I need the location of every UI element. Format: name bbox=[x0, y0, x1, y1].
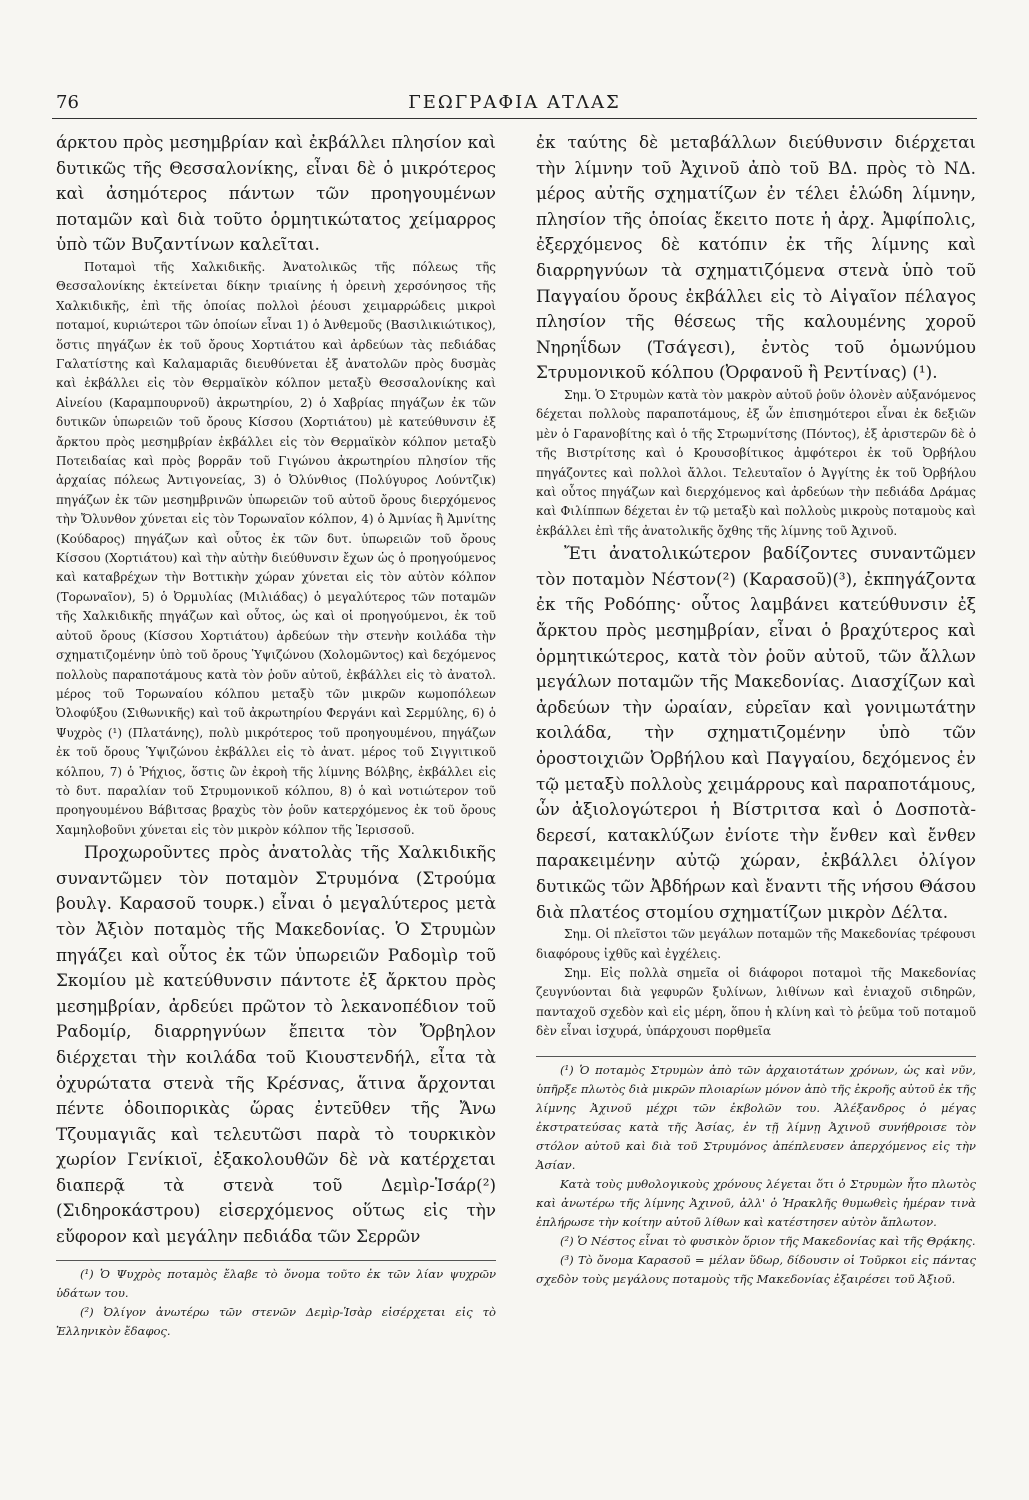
right-column bbox=[536, 130, 976, 1289]
footnote: (¹) Ὁ Ψυχρὸς ποταμὸς ἔλαβε τὸ ὄνομα τοῦτο ἐκ τῶν λίαν ψυχρῶν ὑδάτων του. bbox=[56, 1266, 496, 1300]
paragraph-nestos: Ἔτι ἀνατολικώτερον βαδίζοντες συναντῶμεν τὸν ποταμὸν Νέστον(²) (Καρασοῦ)(³), ἐκπηγάζοντα ἐκ τῆς Ροδόπης· οὗτος λαμβάνει κατεύθυνσιν ἐξ ἄρκτου πρὸς μεσημβρίαν, εἶναι ὁ βραχύτερος καὶ ὁρμητικώτερος, κατὰ τὸν ῥοῦν αὐτοῦ, τῶν ἄλλων μεγάλων ποταμῶν τῆς Μακεδονίας. Διασχίζων καὶ ἀρδεύων τὴν ὡραίαν, εὐρεῖαν καὶ γονιμωτάτην κοιλάδα, τὴν σχηματιζομένην ὑπὸ τῶν ὀροστοιχιῶν Ὀρβήλου καὶ Παγγαίου, δεχόμενος ἐν τῷ μεταξὺ πολλοὺς χειμάρρους καὶ παραποτάμους, ὧν ἀξιολογώτεροι ἡ Βίστριτσα καὶ ὁ Δοσποτὰ-δερεσί, κατακλύζων ἐνίοτε τὴν ἔνθεν καὶ ἔνθεν παρακειμένην αὐτῷ χώραν, ἐκβάλλει ὀλίγον δυτικῶς τῶν Ἀβδήρων καὶ ἔναντι τῆς νήσου Θάσου διὰ πλατέος στομίου σχηματίζων μικρὸν Δέλτα. bbox=[536, 543, 976, 922]
footnote-separator bbox=[56, 1260, 496, 1261]
footnote: (¹) Ὁ ποταμὸς Στρυμὼν ἀπὸ τῶν ἀρχαιοτάτων χρόνων, ὡς καὶ νῦν, ὑπῆρξε πλωτὸς διὰ μικρῶν πλοιαρίων μόνον ἀπὸ τῆς ἐκροῆς αὐτοῦ ἐκ τῆς λίμνης Ἀχινοῦ μέχρι τῶν ἐκβολῶν του. Ἀλέξανδρος ὁ μέγας ἐκστρατεύσας κατὰ τῆς Ἀσίας, ἐν τῇ λίμνῃ Ἀχινοῦ συνήθροισε τὸν στόλον αὐτοῦ καὶ διὰ τοῦ Στρυμόνος ἀπέπλευσεν ἀπερχόμενος εἰς τὴν Ἀσίαν. bbox=[536, 1062, 976, 1172]
header-rule bbox=[52, 118, 977, 119]
paragraph: ἐκ ταύτης δὲ μεταβάλλων διεύθυνσιν διέρχεται τὴν λίμνην τοῦ Ἀχινοῦ ἀπὸ τοῦ ΒΔ. πρὸς τὸ ΝΔ. μέρος αὐτῆς σχηματίζων ἐν τέλει ἑλώδη λίμνην, πλησίον τῆς ὁποίας ἔκειτο ποτε ἡ ἀρχ. Ἀμφίπολις, ἐξερχόμενος δὲ κατόπιν ἐκ τῆς λίμνης καὶ διαρρηγνύων τὰ σχηματιζόμενα στενὰ ὑπὸ τοῦ Παγγαίου ὄρους ἐκβάλλει εἰς τὸ Αἰγαῖον πέλαγος πλησίον τῆς θέσεως τῆς καλουμένης χοροῦ Νηρηΐδων (Τσάγεσι), ἐντὸς τοῦ ὁμωνύμου Στρυμονικοῦ κόλπου (Ὀρφανοῦ ἢ Ρεντίνας) (¹). bbox=[536, 132, 976, 383]
note-fish: Σημ. Οἱ πλεῖστοι τῶν μεγάλων ποταμῶν τῆς Μακεδονίας τρέφουσι διαφόρους ἰχθῦς καὶ ἐγχέλεις. bbox=[536, 927, 976, 961]
footnote-separator bbox=[536, 1056, 976, 1057]
left-column bbox=[56, 130, 496, 1341]
footnote: (²) Ὁ Νέστος εἶναι τὸ φυσικὸν ὅριον τῆς Μακεδονίας καὶ τῆς Θρᾴκης. bbox=[560, 1233, 976, 1248]
paragraph: άρκτου πρὸς μεσημβρίαν καὶ ἐκβάλλει πλησίον καὶ δυτικῶς τῆς Θεσσαλονίκης, εἶναι δὲ ὁ μικρότερος καὶ ἀσημότερος πάντων τῶν προηγουμένων ποταμῶν καὶ διὰ τοῦτο ὁρμητικώτατος χείμαρρος ὑπὸ τῶν Βυζαντίνων καλεῖται. bbox=[56, 132, 496, 255]
note-bridges: Σημ. Εἰς πολλὰ σημεῖα οἱ διάφοροι ποταμοὶ τῆς Μακεδονίας ζευγνύονται διὰ γεφυρῶν ξυλίνων, λιθίνων καὶ ἐνιαχοῦ σιδηρῶν, πανταχοῦ σχεδὸν καὶ εἰς μέρη, ὅπου ἡ κλίνη καὶ τὸ ῥεῦμα τοῦ ποταμοῦ δὲν εἶναι ἰσχυρά, ὑπάρχουσι πορθμεῖα bbox=[536, 965, 976, 1039]
note-strymon-tributaries: Σημ. Ὁ Στρυμὼν κατὰ τὸν μακρὸν αὐτοῦ ῥοῦν ὁλονὲν αὐξανόμενος δέχεται πολλοὺς παραποτάμους, ἐξ ὧν ἐπισημότεροι εἶναι ἐκ δεξιῶν μὲν ὁ Γαρανοβίτης καὶ ὁ τῆς Στρωμνίτσης (Πόντος), ἐξ ἀριστερῶν δὲ ὁ τῆς Βιστρίτσης καὶ ὁ Κρουσοβίτικος ἀμφότεροι ἐκ τοῦ Ὀρβήλου πηγάζοντες καὶ πολλοὶ ἄλλοι. Τελευταῖον ὁ Ἀγγίτης ἐκ τοῦ Ὀρβήλου καὶ οὗτος πηγάζων καὶ διερχόμενος καὶ ἀρδεύων τὴν πεδιάδα Δράμας καὶ Φιλίππων δέχεται ἐν τῷ μεταξὺ καὶ πολλοὺς μικροὺς ποταμοὺς καὶ ἐκβάλλει ἐπὶ τῆς ἀνατολικῆς ὄχθης τῆς λίμνης τοῦ Ἀχινοῦ. bbox=[536, 387, 976, 538]
paragraph-chalkidiki-rivers: Ποταμοὶ τῆς Χαλκιδικῆς. Ἀνατολικῶς τῆς πόλεως τῆς Θεσσαλονίκης ἐκτείνεται δίκην τριαίνης ἡ ὀρεινὴ χερσόνησος τῆς Χαλκιδικῆς, ἐπὶ τῆς ὁποίας πολλοὶ ῥέουσι χειμαρρώδεις μικροὶ ποταμοί, κυριώτεροι τῶν ὁποίων εἶναι 1) ὁ Ἀνθεμοῦς (Βασιλικιώτικος), ὅστις πηγάζων ἐκ τοῦ ὄρους Χορτιάτου καὶ ἀρδεύων τὰς πεδιάδας Γαλατίστης καὶ Καλαμαριᾶς διευθύνεται ἐξ ἀνατολῶν πρὸς δυσμὰς καὶ ἐκβάλλει εἰς τὸν Θερμαϊκὸν κόλπον μεταξὺ Θεσσαλονίκης καὶ Αἰνείου (Καραμπουρνοῦ) ἀκρωτηρίου, 2) ὁ Χαβρίας πηγάζων ἐκ τῶν δυτικῶν ὑπωρειῶν τοῦ ὄρους Κίσσου (Χορτιάτου) μὲ κατεύθυνσιν ἐξ ἄρκτου πρὸς μεσημβρίαν ἐκβάλλει εἰς τὸν Θερμαϊκὸν κόλπον μεταξὺ Ποτειδαίας καὶ πρὸς βορρᾶν τοῦ Γιγώνου ἀκρωτηρίου πλησίον τῆς ἀρχαίας πόλεως Ἀντιγονείας, 3) ὁ Ὀλύνθιος (Πολύγυρος Λούντζικ) πηγάζων ἐκ τῶν μεσημβρινῶν ὑπωρειῶν τοῦ αὐτοῦ ὄρους διερχόμενος τὴν Ὄλυνθον χύνεται εἰς τὸν Τορωναῖον κόλπον, 4) ὁ Ἀμνίας ἢ Ἀμνίτης (Κούδαρος) πηγάζων καὶ οὗτος ἐκ τῶν δυτ. ὑπωρειῶν τοῦ ὄρους Κίσσου (Χορτιάτου) καὶ τὴν αὐτὴν διεύθυνσιν ἔχων ὡς ὁ προηγούμενος καὶ καταβρέχων τὴν Βοττικὴν χώραν χύνεται εἰς τὸν αὐτὸν κόλπον (Τορωναῖον), 5) ὁ Ὀρμυλίας (Μιλιάδας) ὁ μεγαλύτερος τῶν ποταμῶν τῆς Χαλκιδικῆς πηγάζων καὶ οὗτος, ὡς καὶ οἱ προηγούμενοι, ἐκ τοῦ αὐτοῦ ὄρους (Κίσσου Χορτιάτου) ἀρδεύων τὴν στενὴν κοιλάδα τὴν σχηματιζομένην ὑπὸ τοῦ ὄρους Ὑψιζώνου (Χολομῶντος) καὶ δεχόμενος πολλοὺς παραποτάμους κατὰ τὸν ῥοῦν αὐτοῦ, ἐκβάλλει εἰς τὸ ἀνατολ. μέρος τοῦ Τορωναίου κόλπου μεταξὺ τῶν μικρῶν κωμοπόλεων Ὀλοφύξου (Σιθωνικῆς) καὶ τοῦ ἀκρωτηρίου Φεργάνι καὶ Σερμύλης, 6) ὁ Ψυχρὸς (¹) (Πλατάνης), πολὺ μικρότερος τοῦ προηγουμένου, πηγάζων ἐκ τοῦ ὄρους Ὑψιζώνου ἐκβάλλει εἰς τὸ ἀνατ. μέρος τοῦ Σιγγιτικοῦ κόλπου, 7) ὁ Ῥήχιος, ὅστις ὢν ἐκροὴ τῆς λίμνης Βόλβης, ἐκβάλλει εἰς τὸ δυτ. παραλίαν τοῦ Στρυμονικοῦ κόλπου, 8) ὁ καὶ νοτιώτερον τοῦ προηγουμένου Βάβιτσας βραχὺς τὸν ῥοῦν κατερχόμενος ἐκ τοῦ ὄρους Χαμηλοβοῦνι χύνεται εἰς τὸν μικρὸν κόλπον τῆς Ἱερισσοῦ. bbox=[56, 259, 496, 837]
footnote: Κατὰ τοὺς μυθολογικοὺς χρόνους λέγεται ὅτι ὁ Στρυμὼν ἦτο πλωτὸς καὶ ἀνωτέρω τῆς λίμνης Ἀχινοῦ, ἀλλ' ὁ Ἡρακλῆς θυμωθεὶς ἡμέραν τινὰ ἐπλήρωσε τὴν κοίτην αὐτοῦ λίθων καὶ κατέστησεν αὐτὸν ἄπλωτον. bbox=[536, 1176, 976, 1229]
footnote: (²) Ὀλίγον ἀνωτέρω τῶν στενῶν Δεμὶρ-Ἱσὰρ εἰσέρχεται εἰς τὸ Ἑλληνικὸν ἔδαφος. bbox=[56, 1304, 496, 1338]
page-number: 76 bbox=[56, 92, 79, 113]
running-head: ΓΕΩΓΡΑΦΙΑ ΑΤΛΑΣ bbox=[408, 92, 621, 113]
paragraph-strymon: Προχωροῦντες πρὸς ἀνατολὰς τῆς Χαλκιδικῆς συναντῶμεν τὸν ποταμὸν Στρυμόνα (Στρούμα βουλγ. Καρασοῦ τουρκ.) εἶναι ὁ μεγαλύτερος μετὰ τὸν Ἀξιὸν ποταμὸς τῆς Μακεδονίας. Ὁ Στρυμὼν πηγάζει καὶ οὗτος ἐκ τῶν ὑπωρειῶν Ραδομὶρ τοῦ Σκομίου μὲ κατεύθυνσιν πάντοτε ἐξ ἄρκτου πρὸς μεσημβρίαν, ἀρδεύει πρῶτον τὸ λεκανοπέδιον τοῦ Ραδομίρ, διαρρηγνύων ἔπειτα τὸν Ὄρβηλον διέρχεται τὴν κοιλάδα τοῦ Κιουστενδήλ, εἶτα τὰ ὀχυρώτατα στενὰ τῆς Κρέσνας, ἅτινα ἄρχονται πέντε ὁδοιπορικὰς ὥρας ἐντεῦθεν τῆς Ἄνω Τζουμαγιᾶς καὶ τελευτῶσι παρὰ τὸ τουρκικὸν χωρίον Γενίκιοϊ, ἐξακολουθῶν δὲ νὰ κατέρχεται διαπερᾷ τὰ στενὰ τοῦ Δεμὶρ-Ἱσάρ(²) (Σιδηροκάστρου) εἰσερχόμενος οὕτως εἰς τὴν εὔφορον καὶ μεγάλην πεδιάδα τῶν Σερρῶν bbox=[56, 842, 496, 1247]
footnote: (³) Τὸ ὄνομα Καρασοῦ = μέλαν ὕδωρ, δίδουσιν οἱ Τοῦρκοι εἰς πάντας σχεδὸν τοὺς μεγάλους ποταμοὺς τῆς Μακεδονίας ἐξαιρέσει τοῦ Ἀξιοῦ. bbox=[536, 1252, 976, 1286]
